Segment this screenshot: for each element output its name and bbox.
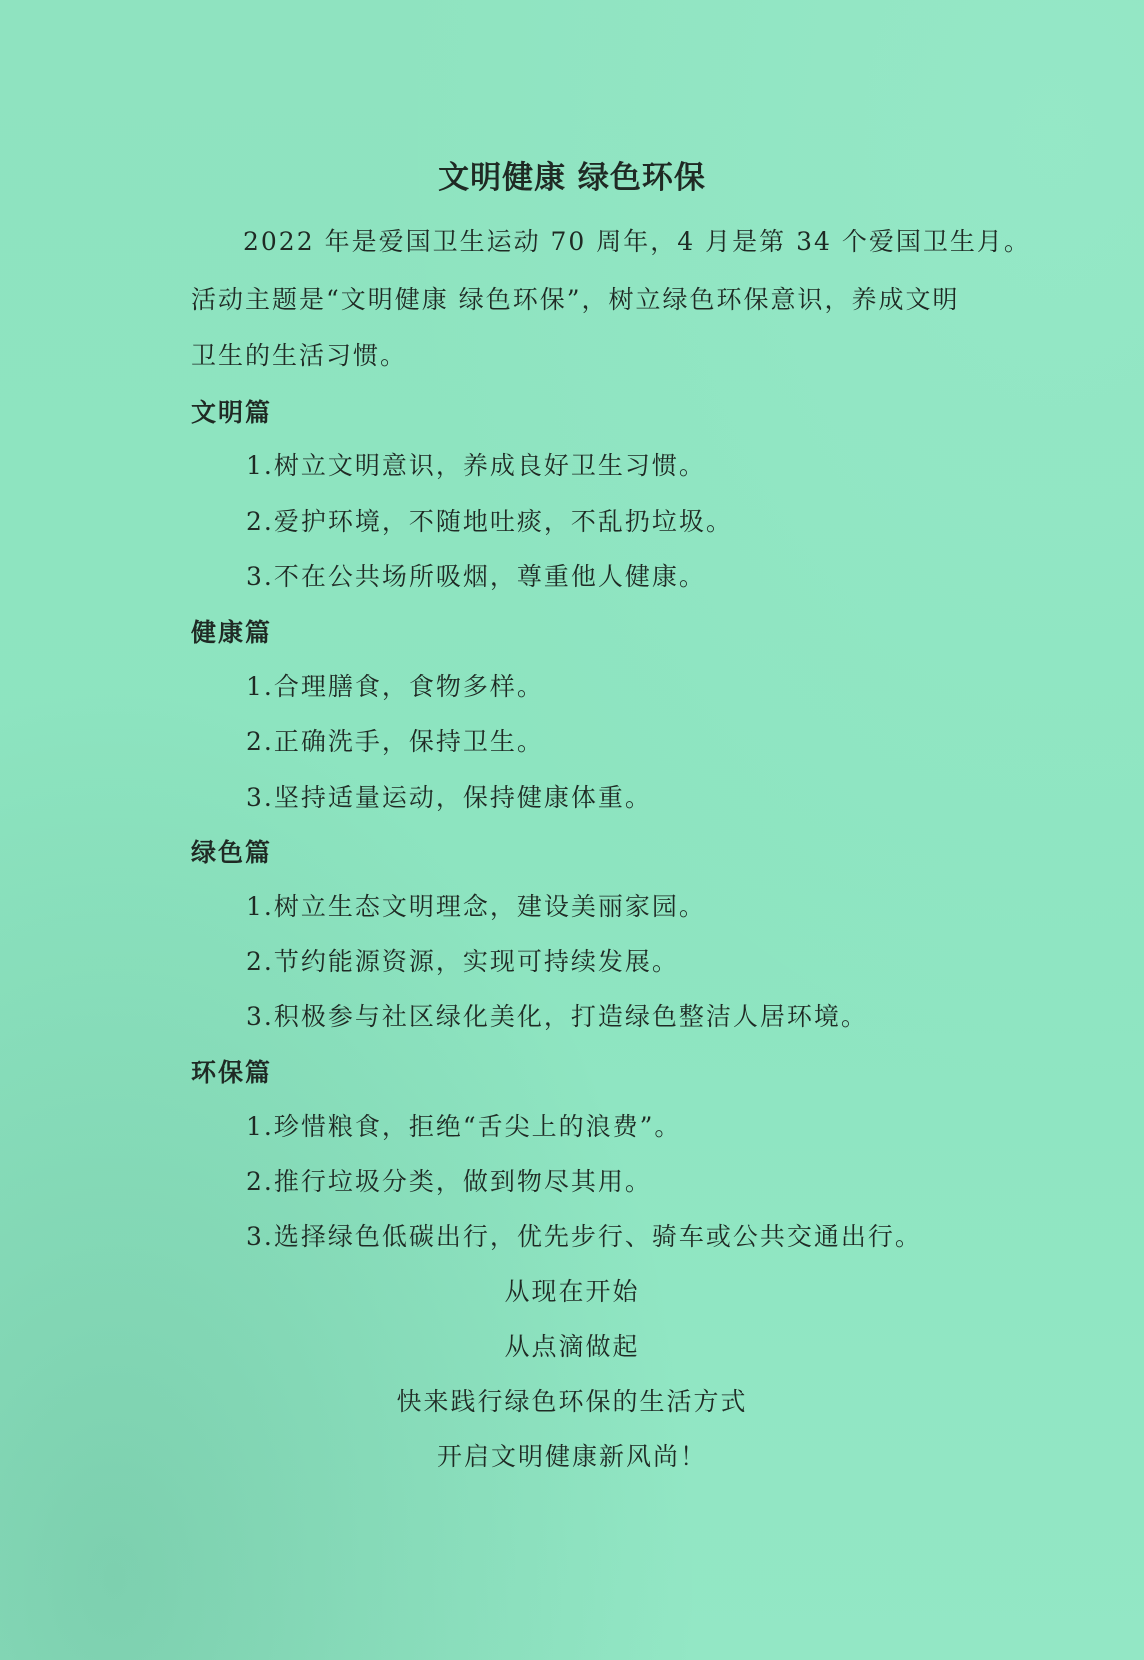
health-item-3: 3.坚持适量运动，保持健康体重。 — [246, 783, 652, 812]
closing-line-3: 快来践行绿色环保的生活方式 — [396, 1387, 748, 1416]
document-title: 文明健康 绿色环保 — [438, 160, 706, 196]
environment-item-2: 2.推行垃圾分类，做到物尽其用。 — [246, 1167, 652, 1196]
intro-line-2: 活动主题是“文明健康 绿色环保”，树立绿色环保意识，养成文明 — [191, 285, 960, 314]
section-heading-green: 绿色篇 — [191, 838, 273, 867]
closing-line-2: 从点滴做起 — [504, 1332, 640, 1361]
closing-line-4: 开启文明健康新风尚！ — [436, 1442, 707, 1471]
environment-item-3: 3.选择绿色低碳出行，优先步行、骑车或公共交通出行。 — [246, 1222, 922, 1251]
section-heading-health: 健康篇 — [191, 618, 273, 647]
civilization-item-3: 3.不在公共场所吸烟，尊重他人健康。 — [246, 562, 706, 591]
health-item-2: 2.正确洗手，保持卫生。 — [246, 727, 544, 756]
health-item-1: 1.合理膳食，食物多样。 — [246, 672, 544, 701]
green-item-3: 3.积极参与社区绿化美化，打造绿色整洁人居环境。 — [246, 1002, 868, 1031]
civilization-item-2: 2.爱护环境，不随地吐痰，不乱扔垃圾。 — [246, 507, 733, 536]
section-heading-civilization: 文明篇 — [191, 398, 273, 427]
intro-line-1: 2022 年是爱国卫生运动 70 周年，4 月是第 34 个爱国卫生月。 — [243, 227, 1031, 256]
closing-line-1: 从现在开始 — [504, 1277, 640, 1306]
environment-item-1: 1.珍惜粮食，拒绝“舌尖上的浪费”。 — [246, 1112, 682, 1141]
green-item-1: 1.树立生态文明理念，建设美丽家园。 — [246, 892, 706, 921]
intro-line-3: 卫生的生活习惯。 — [191, 341, 408, 370]
green-item-2: 2.节约能源资源，实现可持续发展。 — [246, 947, 679, 976]
section-heading-environment: 环保篇 — [191, 1058, 273, 1087]
civilization-item-1: 1.树立文明意识，养成良好卫生习惯。 — [246, 451, 706, 480]
